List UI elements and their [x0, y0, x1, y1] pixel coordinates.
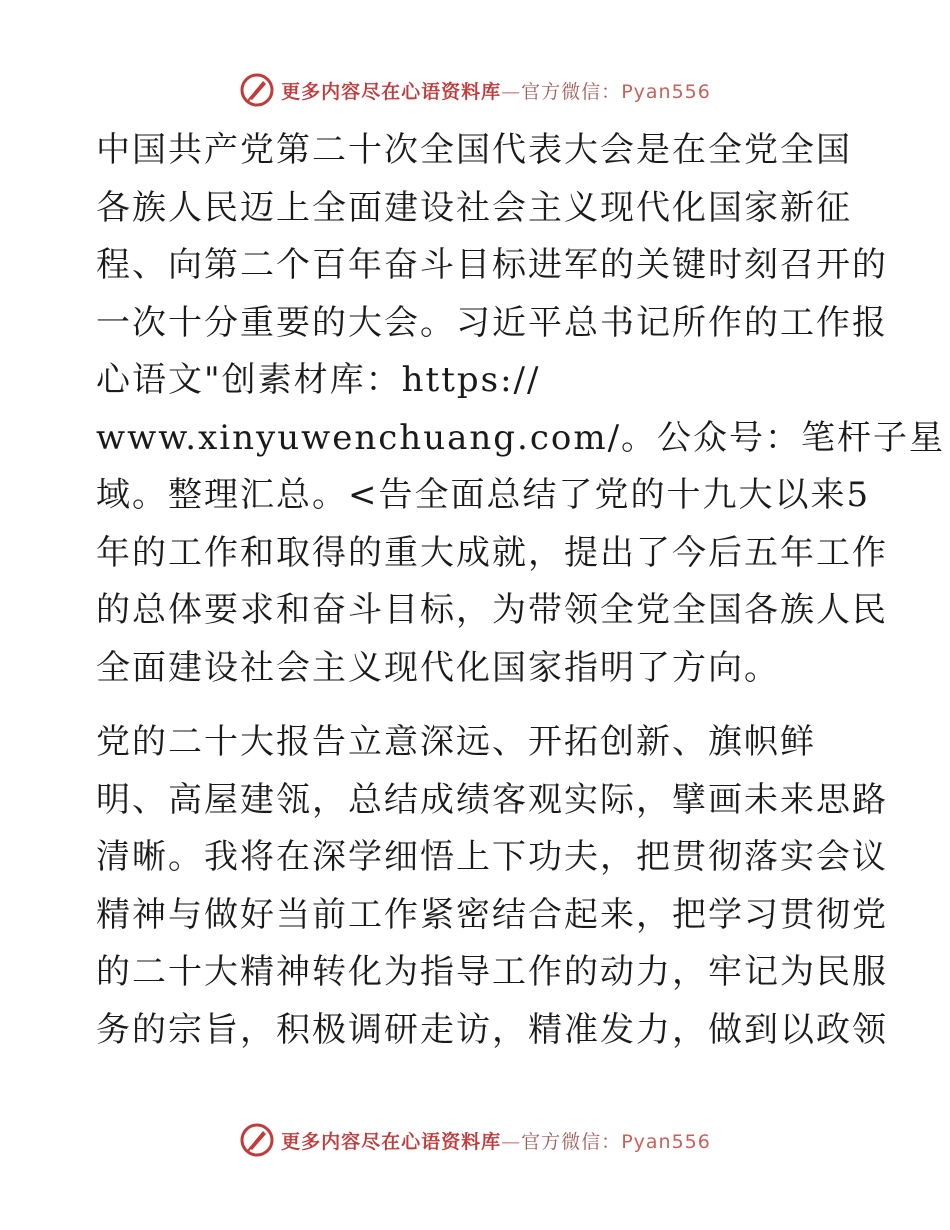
paragraph-spacer	[96, 697, 856, 714]
watermark-text: 更多内容尽在心语资料库—官方微信：Pyan556	[281, 80, 711, 103]
text-line: 的二十大精神转化为指导工作的动力，牢记为民服	[96, 952, 888, 992]
text-line: 年的工作和取得的重大成就，提出了今后五年工作	[96, 532, 888, 573]
paragraph	[96, 714, 888, 1059]
text-line: 清晰。我将在深学细悟上下功夫，把贯彻落实会议	[96, 837, 888, 877]
text-line: 党的二十大报告立意深远、开拓创新、旗帜鲜	[96, 722, 816, 762]
text-line: 明、高屋建瓴，总结成绩客观实际，擘画未来思路	[96, 779, 888, 820]
document-body	[96, 122, 946, 1059]
text-line: 心语文"创素材库：https://	[96, 360, 541, 400]
paragraph	[96, 122, 946, 697]
text-line: 一次十分重要的大会。习近平总书记所作的工作报	[96, 302, 888, 343]
text-line: 精神与做好当前工作紧密结合起来，把学习贯彻党	[96, 894, 888, 935]
text-line: 中国共产党第二十次全国代表大会是在全党全国	[96, 130, 852, 170]
feather-pen-circle-icon	[239, 72, 275, 108]
text-line: 全面建设社会主义现代化国家指明了方向。	[96, 647, 780, 688]
text-line: 的总体要求和奋斗目标，为带领全党全国各族人民	[96, 590, 888, 630]
footer-watermark	[0, 1120, 950, 1160]
header-watermark	[0, 70, 950, 110]
watermark-text: 更多内容尽在心语资料库—官方微信：Pyan556	[281, 1130, 711, 1153]
text-line: 务的宗旨，积极调研走访，精准发力，做到以政领	[96, 1009, 888, 1050]
feather-pen-circle-icon	[239, 1122, 275, 1158]
text-line: www.xinyuwenchuang.com/。公众号：笔杆子星	[96, 417, 946, 458]
text-line: 域。整理汇总。<告全面总结了党的十九大以来5	[96, 475, 871, 515]
text-line: 各族人民迈上全面建设社会主义现代化国家新征	[96, 187, 852, 228]
text-line: 程、向第二个百年奋斗目标进军的关键时刻召开的	[96, 245, 888, 285]
